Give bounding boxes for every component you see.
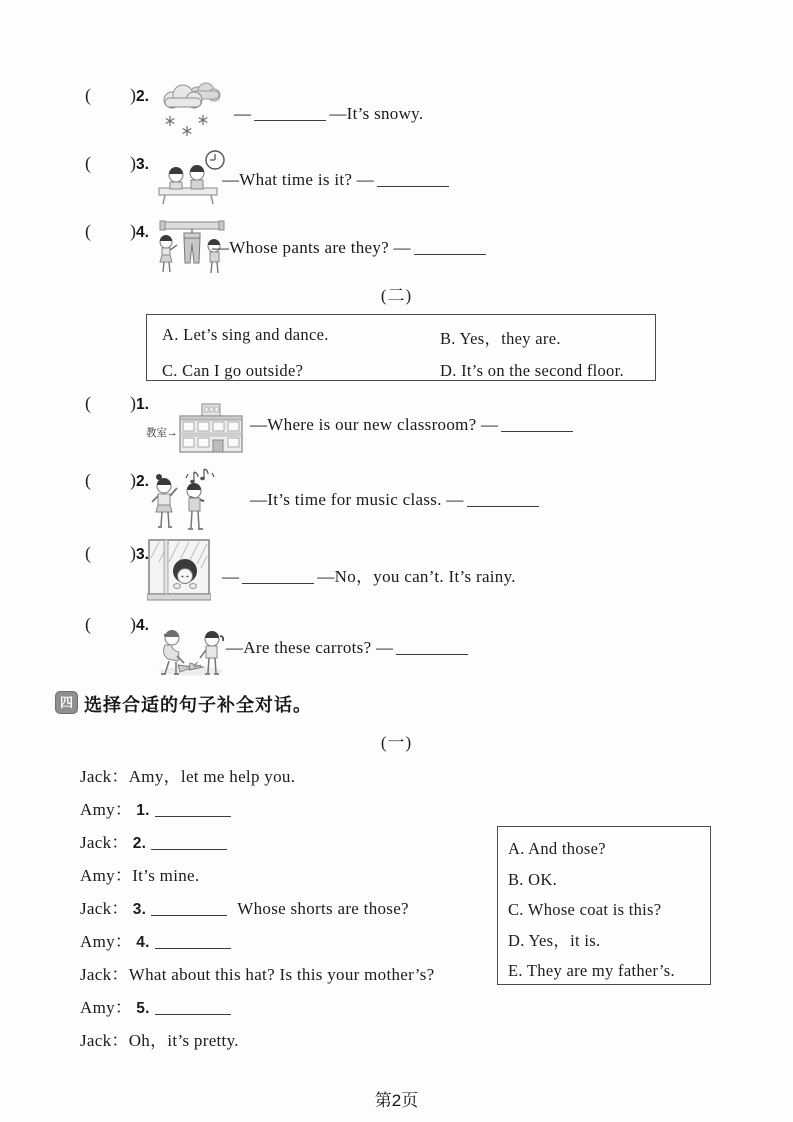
question-line: —Whose pants are they? — [212, 238, 489, 258]
dialogue-number: 2. [132, 835, 147, 852]
dialogue-text: Whose shorts are those? [237, 899, 409, 918]
answer-blank[interactable] [414, 240, 486, 255]
dialogue-speaker: Amy： [80, 932, 133, 951]
question-item-pants [0, 214, 793, 278]
answer-slot[interactable] [102, 614, 128, 632]
dialogue-text: What about this hat? Is this your mother’s? [128, 965, 435, 984]
answer-slot[interactable] [102, 470, 128, 488]
item-number: )4. [130, 221, 149, 241]
kids-and-clock-illustration [156, 148, 228, 206]
answer-paren-open: ( [85, 543, 91, 563]
answer-paren-open: ( [85, 614, 91, 634]
part-one-label: (一) [380, 733, 413, 752]
rainy-window-illustration [147, 538, 211, 602]
dialogue-line [80, 993, 234, 1018]
answer-blank[interactable] [501, 417, 573, 432]
dialogue-speaker: Amy： [80, 866, 133, 885]
snowy-weather-illustration [156, 82, 222, 140]
answer-paren-open: ( [85, 221, 91, 241]
item-number: )2. [130, 85, 149, 105]
answer-blank[interactable] [155, 1000, 231, 1015]
question-item-snowy [0, 80, 793, 144]
dialogue-text: It’s mine. [132, 866, 200, 885]
dialogue-speaker: Jack： [80, 767, 129, 786]
dialogue-line [80, 828, 230, 853]
dialogue-speaker: Jack： [80, 965, 129, 984]
answer-slot[interactable] [102, 543, 128, 561]
dialogue-line [80, 795, 234, 820]
dialogue-line [80, 894, 409, 919]
dialogue-speaker: Jack： [80, 899, 129, 918]
question-item-music [0, 462, 793, 538]
item-number: )1. [130, 393, 149, 413]
answer-slot[interactable] [102, 221, 128, 239]
dialogue-number: 4. [136, 934, 150, 951]
answer-paren-open: ( [85, 85, 91, 105]
option-b: B. Yes，they are. [440, 329, 561, 348]
item-number: )2. [130, 470, 149, 490]
option-d: D. It’s on the second floor. [440, 361, 624, 380]
dialogue-number: 3. [132, 901, 147, 918]
dialogue-number: 1. [136, 802, 150, 819]
option-b: B. OK. [508, 869, 558, 889]
question-line: —What time is it? — [222, 170, 452, 190]
answer-blank[interactable] [254, 106, 326, 121]
dialogue-text: Oh，it’s pretty. [128, 1031, 239, 1050]
dialogue-speaker: Amy： [80, 800, 133, 819]
option-c: C. Whose coat is this? [508, 900, 662, 919]
dialogue-speaker: Amy： [80, 998, 133, 1017]
school-building-illustration [146, 402, 246, 456]
dialogue-speaker: Jack： [80, 833, 129, 852]
answer-blank[interactable] [155, 934, 231, 949]
answer-slot[interactable] [102, 393, 128, 411]
item-number: )3. [130, 543, 149, 563]
answer-paren-open: ( [85, 393, 91, 413]
question-line: — —No，you can’t. It’s rainy. [222, 567, 516, 586]
dialogue-line [80, 927, 234, 952]
singing-dancing-kids-illustration [146, 464, 218, 536]
dialogue-text: Amy，let me help you. [128, 767, 296, 786]
dialogue-number: 5. [136, 1000, 150, 1017]
dialogue-line [80, 762, 295, 787]
section-title: 选择合适的句子补全对话。 [84, 695, 312, 715]
question-item-carrots [0, 608, 793, 680]
option-c: C. Can I go outside? [162, 361, 304, 380]
option-a: A. Let’s sing and dance. [162, 325, 329, 344]
answer-slot[interactable] [102, 153, 128, 171]
dialogue-line [80, 960, 435, 985]
dialogue-line [80, 1026, 239, 1051]
item-number: )3. [130, 153, 149, 173]
answer-blank[interactable] [242, 569, 314, 584]
answer-paren-open: ( [85, 153, 91, 173]
page-number: 第2页 [374, 1091, 419, 1110]
question-line: —Where is our new classroom? — [250, 415, 576, 435]
question-item-time [0, 148, 793, 208]
option-e: E. They are my father’s. [508, 961, 675, 980]
answer-blank[interactable] [396, 640, 468, 655]
question-item-classroom [0, 390, 793, 458]
answer-blank[interactable] [151, 901, 227, 916]
option-d: D. Yes，it is. [508, 930, 601, 950]
dialogue-speaker: Jack： [80, 1031, 129, 1050]
part-two-label: (二) [380, 286, 413, 305]
question-line: —Are these carrots? — [226, 638, 471, 658]
options-box-one [146, 314, 656, 381]
classroom-label: 教室→ [146, 427, 178, 439]
section-number-badge: 四 [55, 691, 78, 714]
answer-slot[interactable] [102, 85, 128, 103]
kids-with-carrots-illustration [150, 616, 232, 678]
dialogue-line [80, 861, 199, 886]
question-line: — —It’s snowy. [234, 104, 424, 123]
answer-blank[interactable] [467, 492, 539, 507]
answer-blank[interactable] [151, 835, 227, 850]
answer-blank[interactable] [377, 172, 449, 187]
options-box-two [497, 826, 711, 985]
question-line: —It’s time for music class. — [250, 490, 542, 510]
question-item-rainy [0, 536, 793, 606]
option-a: A. And those? [508, 839, 606, 858]
section-four-header [0, 690, 793, 718]
answer-blank[interactable] [155, 802, 231, 817]
item-number: )4. [130, 614, 149, 634]
answer-paren-open: ( [85, 470, 91, 490]
